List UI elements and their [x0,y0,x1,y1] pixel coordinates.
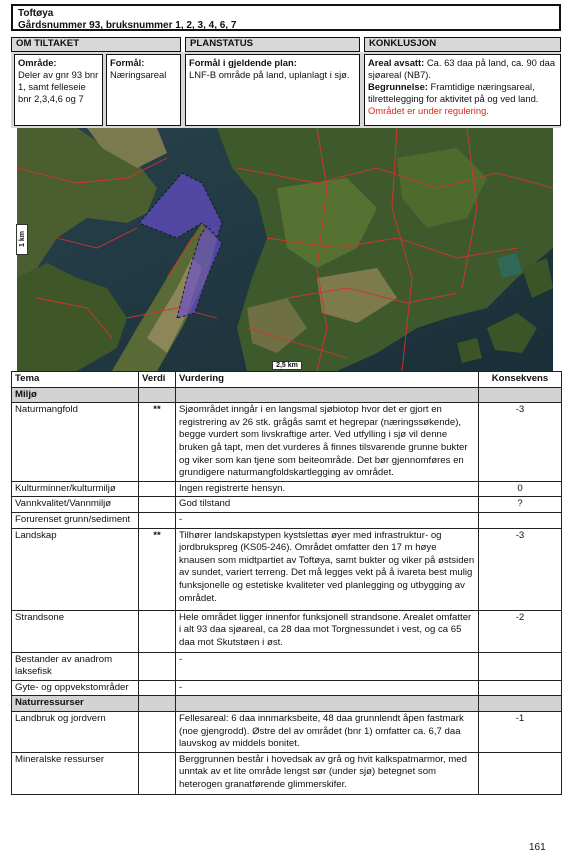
header-verdi: Verdi [139,372,176,388]
table-row [12,497,562,513]
row-tema: Gyte- og oppvekstområder [12,680,139,696]
row-konsekvens: -3 [479,403,562,482]
aerial-map [17,128,553,371]
row-konsekvens [479,512,562,528]
header-konsekvens: Konsekvens [479,372,562,388]
row-konsekvens: -1 [479,711,562,752]
row-verdi [139,497,176,513]
row-tema: Bestander av anadrom laksefisk [12,652,139,680]
document-title-box [11,4,561,31]
formal-label: Formål: [110,57,145,68]
table-row [12,610,562,652]
row-verdi [139,680,176,696]
row-verdi [139,610,176,652]
table-row [12,652,562,680]
map-image [17,128,553,371]
section-om-tiltaket: OM TILTAKET [11,37,181,52]
omrade-text: Deler av gnr 93 bnr 1, samt felleseie bnr 2,3,4,6 og 7 [18,69,99,104]
row-vurdering: Fellesareal: 6 daa innmarksbeite, 48 daa grunnlendt åpen fastmark (noe gjengrodd). Østre del av området (bnr 1) omfatter ca. 6,7 daa lauvskog av middels bonitet. [176,711,479,752]
begrunnelse-label: Begrunnelse: [368,81,428,92]
row-vurdering: Hele området ligger innenfor funksjonell strandsone. Arealet omfatter i alt 93 daa sjøareal, ca 28 daa mot Torgnessundet i vest, og ca 65 daa mot Skutstøen i øst. [176,610,479,652]
row-vurdering: Tilhører landskapstypen kystslettas øyer med infrastruktur- og jordbrukspreg (KS05-246). Området omfatter den 17 m høye knausen som midtpartiet av Toftøya, samt bukter og viker på østsiden av sundet, variert terreng. Det må legges vekt på å ivareta best mulig funksjonelle og estetiske kvaliteter ved planlegging og utbygging av området. [176,528,479,610]
row-konsekvens: -3 [479,528,562,610]
formal-text: Næringsareal [110,69,167,80]
row-vurdering: Ingen registrerte hensyn. [176,481,479,497]
row-tema: Vannkvalitet/Vannmiljø [12,497,139,513]
row-konsekvens: -2 [479,610,562,652]
row-konsekvens: ? [479,497,562,513]
formal-cell [106,54,181,126]
table-row [12,711,562,752]
section-planstatus: PLANSTATUS [185,37,360,52]
omrade-label: Område: [18,57,57,68]
row-tema: Landbruk og jordvern [12,711,139,752]
header-tema: Tema [12,372,139,388]
row-tema: Naturmangfold [12,403,139,482]
table-row [12,528,562,610]
table-row [12,481,562,497]
omrade-cell [14,54,103,126]
row-vurdering: Berggrunnen består i hovedsak av grå og hvit kalkspatmarmor, med unntak av et lite område lengst sør (under sjø) betegnet som heterogen granatførende glimmerskifer. [176,752,479,794]
document-subtitle: Gårdsnummer 93, bruksnummer 1, 2, 3, 4, 6, 7 [18,20,237,31]
section-konklusjon: KONKLUSJON [364,37,561,52]
section-label: Naturressurser [12,696,139,712]
table-row [12,403,562,482]
row-tema: Forurenset grunn/sediment [12,512,139,528]
document-title: Toftøya [18,8,54,19]
row-tema: Mineralske ressurser [12,752,139,794]
row-vurdering: God tilstand [176,497,479,513]
plan-cell [185,54,360,126]
row-verdi: ** [139,403,176,482]
table-row [12,752,562,794]
row-verdi: ** [139,528,176,610]
row-vurdering: - [176,512,479,528]
row-konsekvens [479,680,562,696]
row-vurdering: - [176,652,479,680]
map-scale-horizontal: 2,5 km [272,361,302,370]
row-verdi [139,481,176,497]
konklusjon-cell [364,54,561,126]
table-header [12,372,562,388]
row-vurdering: - [176,680,479,696]
section-label: Miljø [12,387,139,403]
row-tema: Landskap [12,528,139,610]
map-scale-vertical: 1 km [16,224,28,255]
row-tema: Strandsone [12,610,139,652]
table-row [12,680,562,696]
row-verdi [139,752,176,794]
plan-label: Formål i gjeldende plan: [189,57,297,68]
section-row-miljo [12,387,562,403]
areal-text: Ca. 63 daa på land, ca. 90 daa sjøareal (NB7). [368,57,556,80]
assessment-table [11,371,562,795]
row-verdi [139,652,176,680]
row-konsekvens: 0 [479,481,562,497]
row-konsekvens [479,752,562,794]
row-verdi [139,512,176,528]
row-verdi [139,711,176,752]
begrunnelse-text: Framtidige næringsareal, tilrettelegging for aktivitet på og ved land. [368,81,539,104]
page-number: 161 [529,842,546,853]
regulering-text: Området er under regulering. [368,105,489,116]
section-row-naturressurser [12,696,562,712]
table-row [12,512,562,528]
areal-label: Areal avsatt: [368,57,425,68]
row-konsekvens [479,652,562,680]
plan-text: LNF-B område på land, uplanlagt i sjø. [189,69,350,80]
header-vurdering: Vurdering [176,372,479,388]
row-vurdering: Sjøområdet inngår i en langsmal sjøbiotop hvor det er gjort en registrering av 26 stk. grågås samt et hegrepar (næringssøkende), begge vurdert som livskraftige arter. Ved utfylling i sjø vil denne bruken gå tapt, men det vurderes å finnes tilsvarende grunne bukter og viker som kan tjene som beiteområde. Det bør gjennomføres en grundigere naturmangfoldskartlegging av området. [176,403,479,482]
row-tema: Kulturminner/kulturmiljø [12,481,139,497]
